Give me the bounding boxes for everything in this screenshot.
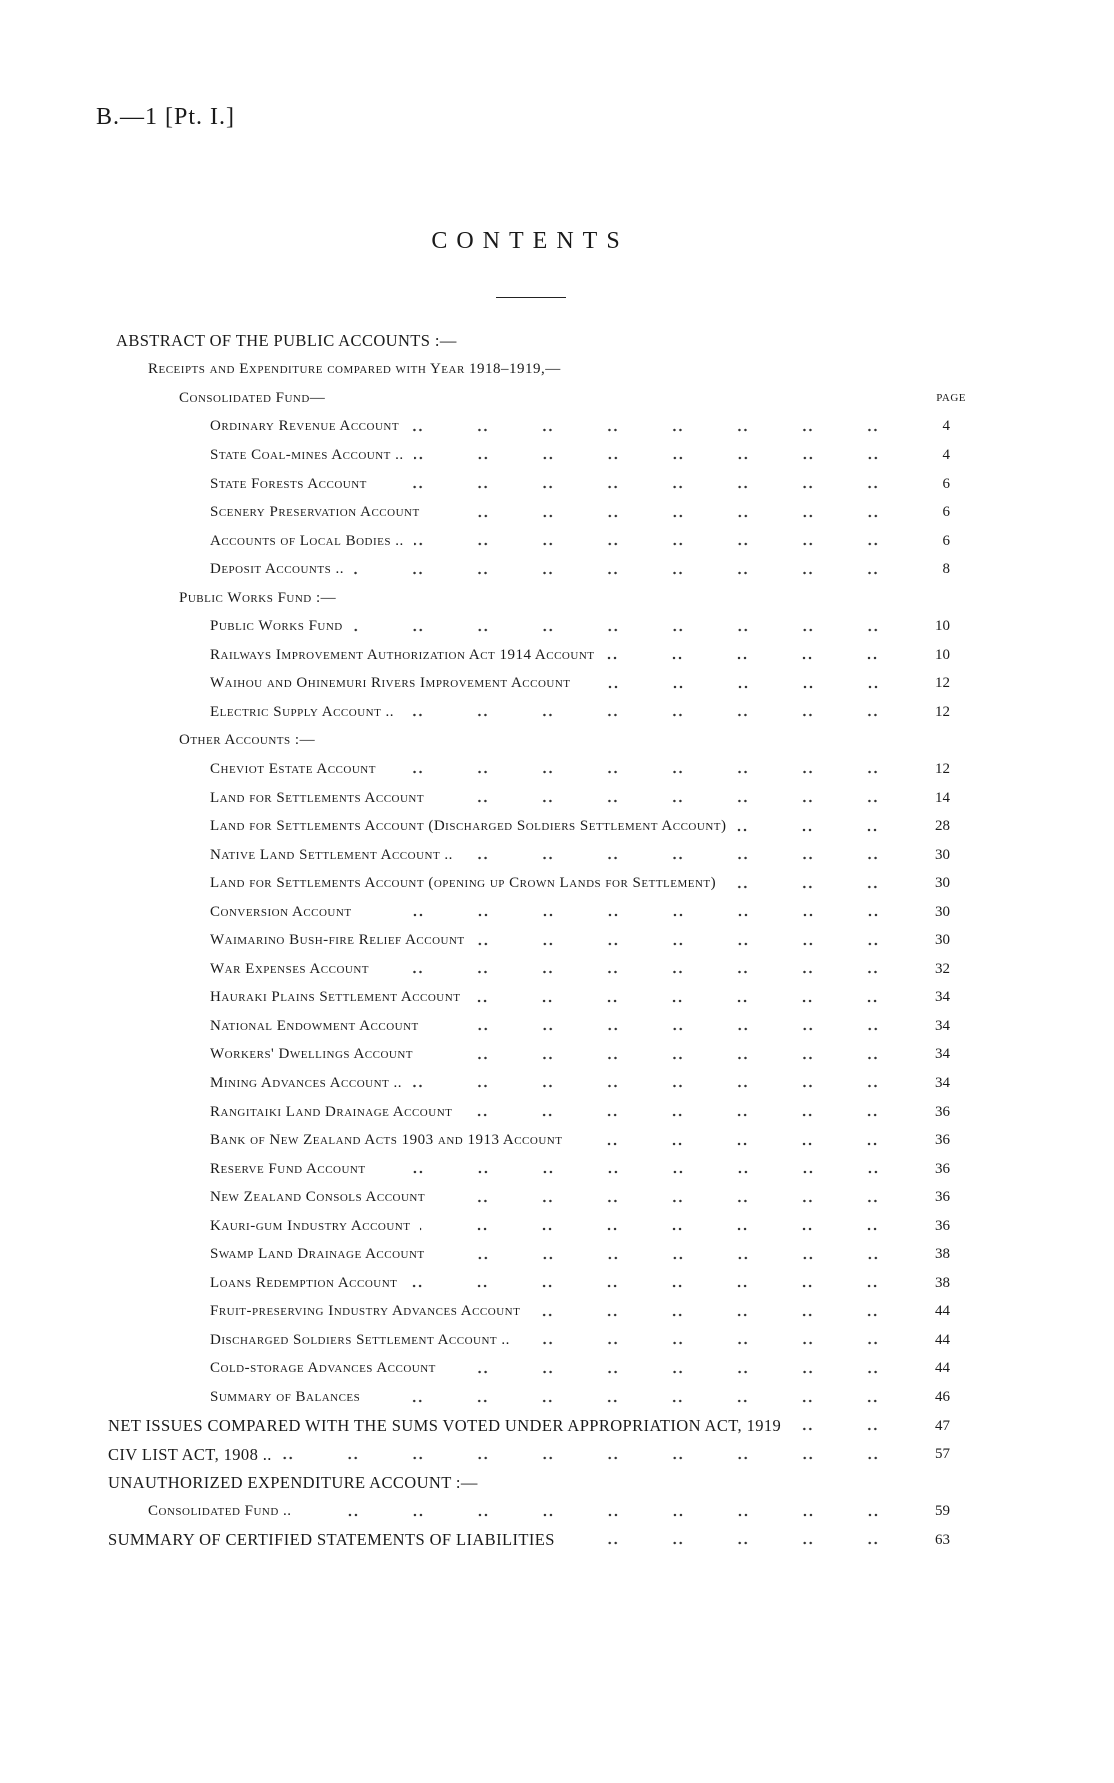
toc-entry (0, 584, 1114, 613)
toc-entry (0, 1269, 1114, 1298)
toc-entry (0, 1526, 1114, 1555)
toc-entry (0, 926, 1114, 955)
toc-entry (0, 1412, 1114, 1441)
toc-entry-page: 44 (935, 1303, 950, 1320)
toc-entry (0, 641, 1114, 670)
toc-entry-page: 34 (935, 989, 950, 1006)
toc-entry-page: 46 (935, 1389, 950, 1405)
dot-leader (429, 1026, 908, 1032)
dot-leader (462, 1112, 908, 1118)
toc-entry (0, 356, 1114, 385)
toc-entry (0, 327, 1114, 356)
toc-entry-label: Swamp Land Drainage Account (210, 1246, 425, 1263)
toc-entry-page: 14 (935, 789, 950, 806)
toc-entry (0, 1069, 1114, 1098)
toc-entry (0, 727, 1114, 756)
toc-entry-page: 47 (935, 1417, 950, 1434)
dot-leader (604, 655, 908, 661)
toc-entry-page: 59 (935, 1503, 950, 1520)
toc-entry-page: 36 (935, 1160, 950, 1177)
toc-entry-page: 63 (935, 1531, 950, 1548)
toc-entry-label: Consolidated Fund— (179, 389, 326, 406)
toc-entry-label: Railways Improvement Authorization Act 1914 Account (210, 646, 595, 663)
toc-entry-page: 36 (935, 1189, 950, 1206)
toc-entry-label: State Forests Account (210, 475, 367, 492)
dot-leader (404, 712, 908, 718)
toc-entry-page: 6 (942, 532, 950, 549)
toc-entry (0, 841, 1114, 870)
toc-entry-label: Electric Supply Account .. (210, 703, 395, 720)
toc-entry-page: 10 (935, 646, 950, 663)
dot-leader (379, 969, 908, 975)
toc-entry-page: 34 (935, 1046, 950, 1063)
toc-entry-label: Other Accounts :— (179, 732, 316, 749)
dot-leader (377, 484, 908, 490)
toc-entry-label: Scenery Preservation Account (210, 504, 420, 521)
dot-leader (354, 570, 908, 576)
dot-leader (572, 1141, 908, 1147)
toc-entry-label: Land for Settlements Account (opening up Crown Lands for Settlement) (210, 875, 717, 892)
toc-entry-label: CIV LIST ACT, 1908 .. (108, 1444, 272, 1464)
document-reference: B.—1 [Pt. I.] (96, 104, 235, 130)
toc-entry (0, 955, 1114, 984)
toc-entry-label: Summary of Balances (210, 1389, 361, 1405)
toc-entry-label: Deposit Accounts .. (210, 561, 344, 578)
toc-entry (0, 1155, 1114, 1184)
dot-leader (565, 1540, 908, 1546)
toc-entry-label: Public Works Fund (210, 618, 343, 635)
toc-entry-label: Reserve Fund Account (210, 1160, 366, 1177)
toc-entry-label: Rangitaiki Land Drainage Account (210, 1103, 453, 1120)
toc-entry (0, 470, 1114, 499)
toc-entry-page: 44 (935, 1360, 950, 1377)
title-divider (496, 297, 566, 298)
toc-entry-label: State Coal-mines Account .. (210, 446, 404, 463)
toc-entry-label: Waihou and Ohinemuri Rivers Improvement Account (210, 675, 571, 692)
dot-leader (362, 912, 908, 918)
dot-leader (412, 1083, 908, 1089)
toc-entry-page: 6 (942, 504, 950, 521)
toc-entry-page: 8 (942, 561, 950, 578)
toc-entry-label: New Zealand Consols Account (210, 1189, 426, 1206)
toc-entry-label: Kauri-gum Industry Account (210, 1217, 411, 1234)
toc-entry-page: 30 (935, 846, 950, 863)
toc-entry-page: 38 (935, 1274, 950, 1291)
toc-entry (0, 812, 1114, 841)
toc-entry-label: Hauraki Plains Settlement Account (210, 989, 461, 1006)
dot-leader (407, 1283, 908, 1289)
toc-entry-page: 44 (935, 1331, 950, 1348)
toc-entry-page: 36 (935, 1217, 950, 1234)
toc-entry-label: War Expenses Account (210, 960, 370, 977)
toc-entry-label: Cold-storage Advances Account (210, 1360, 436, 1377)
toc-entry-page: 36 (935, 1103, 950, 1120)
page-title: CONTENTS (431, 228, 629, 254)
toc-entry-label: ABSTRACT OF THE PUBLIC ACCOUNTS :— (116, 331, 457, 351)
dot-leader (520, 1340, 908, 1346)
toc-entry-page: 32 (935, 960, 950, 977)
dot-leader (353, 627, 908, 633)
toc-entry (0, 1326, 1114, 1355)
toc-entry-label: Loans Redemption Account (210, 1274, 398, 1291)
toc-entry-label: Bank of New Zealand Acts 1903 and 1913 Account (210, 1132, 563, 1149)
toc-entry (0, 1469, 1114, 1498)
dot-leader (430, 513, 908, 519)
toc-entry-label: NET ISSUES COMPARED WITH THE SUMS VOTED UNDER APPROPRIATION ACT, 1919 (108, 1416, 782, 1436)
dot-leader (581, 684, 908, 690)
dot-leader (791, 1426, 908, 1432)
toc-entry-label: Consolidated Fund .. (148, 1503, 292, 1520)
page-column-header: PAGE (936, 392, 966, 405)
dot-leader (370, 1398, 908, 1404)
toc-entry (0, 984, 1114, 1013)
toc-entry (0, 1497, 1114, 1526)
dot-leader (386, 769, 908, 775)
dot-leader (435, 1255, 908, 1261)
toc-entry (0, 441, 1114, 470)
toc-entry-page: 10 (935, 618, 950, 635)
toc-entry-page: 30 (935, 932, 950, 949)
dot-leader (530, 1312, 908, 1318)
toc-entry-page: 12 (935, 760, 950, 777)
toc-entry (0, 1241, 1114, 1270)
dot-leader (420, 1226, 908, 1232)
toc-entry (0, 755, 1114, 784)
toc-entry-label: UNAUTHORIZED EXPENDITURE ACCOUNT :— (108, 1473, 478, 1493)
toc-entry-page: 30 (935, 875, 950, 892)
toc-entry (0, 1098, 1114, 1127)
toc-entry (0, 1383, 1114, 1412)
dot-leader (409, 427, 908, 433)
toc-entry (0, 670, 1114, 699)
toc-entry-label: Native Land Settlement Account .. (210, 846, 453, 863)
toc-entry (0, 555, 1114, 584)
toc-entry-label: Land for Settlements Account (Discharged Soldiers Settlement Account) (210, 818, 727, 835)
toc-entry (0, 1355, 1114, 1384)
toc-entry (0, 1012, 1114, 1041)
toc-entry-label: Accounts of Local Bodies .. (210, 532, 404, 549)
toc-entry (0, 698, 1114, 727)
toc-entry (0, 1183, 1114, 1212)
toc-entry-label: Mining Advances Account .. (210, 1074, 403, 1091)
toc-entry (0, 498, 1114, 527)
toc-entry-page: 6 (942, 475, 950, 492)
toc-entry-page: 36 (935, 1132, 950, 1149)
dot-leader (446, 1369, 908, 1375)
toc-entry (0, 1298, 1114, 1327)
toc-entry-page: 38 (935, 1246, 950, 1263)
toc-entry-page: 30 (935, 903, 950, 920)
table-of-contents (0, 327, 1114, 1555)
toc-entry-label: Ordinary Revenue Account (210, 418, 400, 435)
dot-leader (423, 1055, 908, 1061)
dot-leader (414, 455, 908, 461)
toc-entry-page: 4 (942, 418, 950, 435)
dot-leader (435, 1198, 908, 1204)
toc-entry-label: Receipts and Expenditure compared with Year 1918–1919,— (148, 361, 561, 378)
toc-entry (0, 1126, 1114, 1155)
toc-entry-page: 12 (935, 703, 950, 720)
toc-entry (0, 612, 1114, 641)
toc-entry (0, 1440, 1114, 1469)
toc-entry-page: 4 (942, 446, 950, 463)
toc-entry (0, 784, 1114, 813)
toc-entry-page: 34 (935, 1074, 950, 1091)
dot-leader (376, 1169, 908, 1175)
dot-leader (282, 1455, 908, 1461)
dot-leader (475, 941, 908, 947)
toc-entry-label: Cheviot Estate Account (210, 760, 376, 777)
toc-entry-label: National Endowment Account (210, 1017, 419, 1034)
toc-entry (0, 869, 1114, 898)
toc-entry-label: Discharged Soldiers Settlement Account .. (210, 1331, 510, 1348)
toc-entry-label: Waimarino Bush-fire Relief Account (210, 932, 465, 949)
dot-leader (726, 884, 908, 890)
toc-entry-page: 57 (935, 1446, 950, 1463)
dot-leader (736, 827, 908, 833)
toc-entry-label: Conversion Account (210, 903, 352, 920)
toc-entry (0, 898, 1114, 927)
dot-leader (434, 798, 908, 804)
dot-leader (302, 1512, 908, 1518)
toc-entry-label: Land for Settlements Account (210, 789, 425, 806)
toc-entry-label: SUMMARY OF CERTIFIED STATEMENTS OF LIABILITIES (108, 1530, 555, 1550)
toc-entry-page: 28 (935, 818, 950, 835)
toc-entry-page: 12 (935, 675, 950, 692)
dot-leader (463, 855, 908, 861)
toc-entry (0, 1041, 1114, 1070)
toc-entry (0, 413, 1114, 442)
toc-entry-page: 34 (935, 1017, 950, 1034)
toc-entry (0, 384, 1114, 413)
toc-entry-label: Fruit-preserving Industry Advances Account (210, 1303, 521, 1320)
toc-entry (0, 1212, 1114, 1241)
dot-leader (414, 541, 908, 547)
toc-entry (0, 527, 1114, 556)
dot-leader (470, 998, 908, 1004)
toc-entry-label: Workers' Dwellings Account (210, 1046, 414, 1063)
toc-entry-label: Public Works Fund :— (179, 589, 337, 606)
